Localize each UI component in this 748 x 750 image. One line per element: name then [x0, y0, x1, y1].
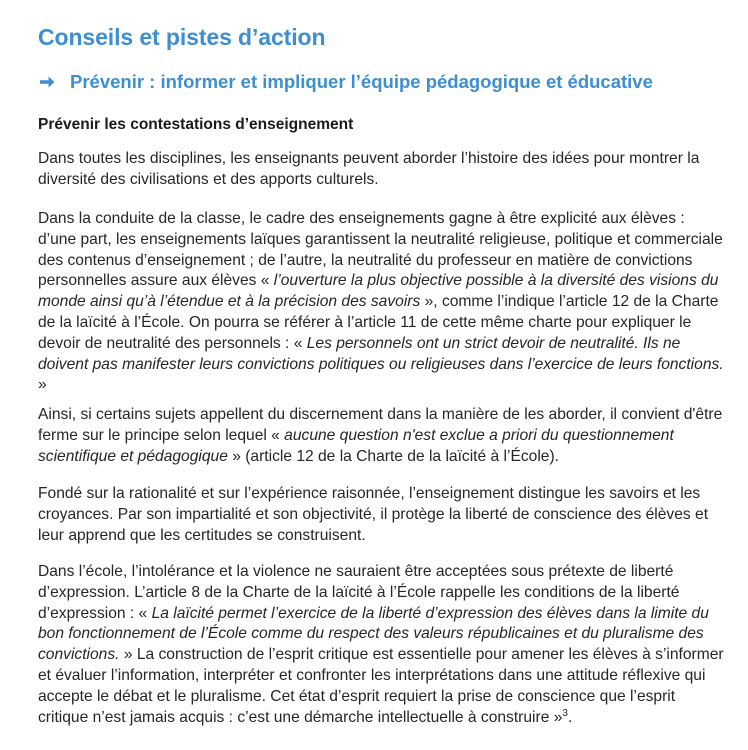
paragraph	[38, 149, 726, 191]
paragraph	[38, 484, 726, 546]
paragraph-text	[38, 562, 726, 728]
quote-article-11: Les personnels ont un strict devoir de neutralité. Ils ne doivent pas manifester leurs convictions politiques ou religieuses dans l’exercice de leurs fonctions.	[38, 334, 724, 373]
arrow-right-icon	[38, 73, 56, 91]
paragraph	[38, 209, 726, 396]
paragraph-text: Dans toutes les disciplines, les enseignants peuvent aborder l’histoire des idées pour montrer la diversité des civilisations et des apports culturels.	[38, 150, 700, 188]
quote-article-12: aucune question n'est exclue a priori du questionnement scientifique et pédagogique	[38, 426, 674, 465]
text-run: Dans la conduite de la classe, le cadre des enseignements gagne à être explicité aux élèves : d’une part, les enseignements laïques garantissent la neutralité religieuse, politique et commerciale des contenus d’enseignement ; de l’autre, la neutralité du professeur en matière de convictions personnelles assure aux élèves «	[38, 210, 723, 290]
paragraph-text: Fondé sur la rationalité et sur l’expérience raisonnée, l’enseignement distingue les savoirs et les croyances. Par son impartialité et son objectivité, il protège la liberté de conscience des élèves et leur apprend que les certitudes se construisent.	[38, 485, 709, 544]
text-run: Ainsi, si certains sujets appellent du discernement dans la manière de les aborder, il convient d'être ferme sur le principe selon lequel «	[38, 406, 723, 444]
paragraph-text	[38, 405, 726, 467]
footnote-reference[interactable]: 3	[562, 707, 568, 719]
subsection-title: Prévenir : informer et impliquer l’équipe pédagogique et éducative	[70, 71, 653, 92]
text-run: » La construction de l’esprit critique est essentielle pour amener les élèves à s’informer et évaluer l’information, interpréter et confronter les interprétations dans une attitude réflexive qui accepte le débat et le pluralisme. Cet état d’esprit requiert la prise de conscience que l’esprit critique n’est jamais acquis : c’est une démarche intellectuelle à construire »	[38, 646, 724, 726]
text-run: », comme l’indique l’article 12 de la Charte de la laïcité à l’École. On pourra se référer à l’article 11 de cette même charte pour expliquer le devoir de neutralité des personnels : «	[38, 293, 719, 352]
subsection-heading	[38, 71, 653, 93]
text-run: » (article 12 de la Charte de la laïcité à l’École).	[227, 447, 559, 465]
quote-article-8: La laïcité permet l’exercice de la liberté d’expression des élèves dans la limite du bon fonctionnement de l’École comme du respect des valeurs républicaines et du pluralisme des convictions.	[38, 604, 709, 664]
paragraph	[38, 562, 726, 728]
quote-article-12: l’ouverture la plus objective possible à la diversité des visions du monde ainsi qu’à l’étendue et à la précision des savoirs	[38, 272, 719, 311]
section-title: Conseils et pistes d’action	[38, 24, 326, 50]
text-run: .	[567, 708, 573, 726]
paragraph-text	[38, 209, 726, 396]
subheading: Prévenir les contestations d’enseignement	[38, 116, 354, 133]
text-run: »	[38, 376, 47, 394]
text-run: Dans l’école, l’intolérance et la violence ne sauraient être acceptées sous prétexte de liberté d’expression. L’article 8 de la Charte de la laïcité à l’École rappelle les conditions de la liberté d’expression : «	[38, 563, 680, 622]
paragraph	[38, 405, 726, 467]
